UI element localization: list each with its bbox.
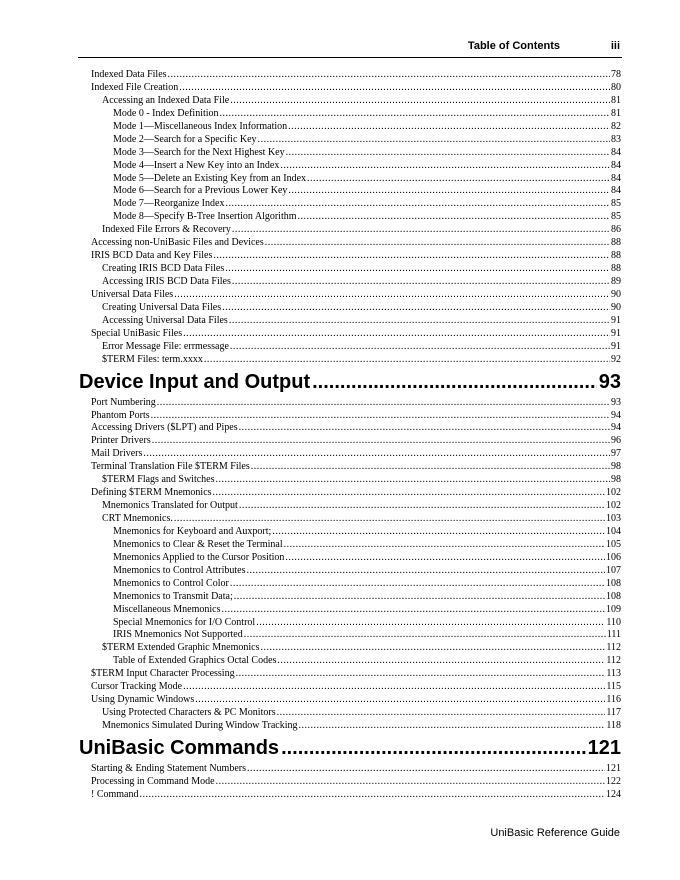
toc-entry-label: Accessing Drivers ($LPT) and Pipes (91, 422, 238, 434)
toc-entry-label: Mnemonics Applied to the Cursor Position (113, 551, 285, 563)
toc-entry[interactable] (91, 681, 621, 694)
dot-leader (195, 694, 605, 707)
toc-entry-label: ! Command (91, 788, 139, 800)
toc-page-number: 86 (611, 224, 621, 236)
toc-entry[interactable] (91, 237, 621, 250)
toc-entry[interactable] (91, 422, 621, 435)
toc-entry-label: Phantom Ports (91, 409, 150, 421)
toc-entry-label: Universal Data Files (91, 288, 174, 300)
toc-page-number: 110 (606, 616, 621, 628)
page-footer: UniBasic Reference Guide (490, 827, 620, 839)
header-title: Table of Contents (467, 40, 560, 52)
toc-page-number: 105 (606, 538, 621, 550)
dot-leader (220, 108, 610, 121)
toc-entry-label: Creating IRIS BCD Data Files (102, 263, 225, 275)
toc-page-number: 88 (611, 263, 621, 275)
dot-leader (265, 237, 610, 250)
toc-page-number: 93 (598, 370, 621, 393)
dot-leader (213, 250, 610, 263)
toc-page-number: 93 (611, 396, 621, 408)
toc-page-number: 78 (611, 69, 621, 80)
toc-entry-label: Device Input and Output (79, 370, 311, 393)
toc-entry[interactable] (91, 289, 621, 302)
dot-leader (280, 160, 610, 173)
toc-entry[interactable] (91, 354, 621, 367)
toc-entry-label: Mode 7—Reorganize Index (113, 198, 225, 210)
dot-leader (225, 198, 610, 211)
dot-leader (236, 668, 606, 681)
toc-entry-label: $TERM Extended Graphic Mnemonics (102, 642, 260, 654)
toc-page-number: 91 (611, 327, 621, 339)
toc-entry-label: Error Message File: errmessage (102, 340, 229, 352)
toc-entry[interactable] (91, 655, 621, 668)
toc-entry[interactable] (91, 211, 621, 224)
page-header (78, 37, 622, 58)
toc-entry[interactable] (91, 328, 621, 341)
toc-entry-label: Port Numbering (91, 396, 156, 408)
toc-entry[interactable] (91, 565, 621, 578)
toc-entry-label: Special UniBasic Files (91, 327, 183, 339)
toc-entry[interactable] (91, 121, 621, 134)
toc-page-number: 112 (606, 642, 621, 654)
toc-entry-label: CRT Mnemonics. (102, 513, 173, 524)
dot-leader (272, 526, 605, 539)
toc-entry[interactable] (91, 617, 621, 630)
toc-entry-label: Miscellaneous Mnemonics (113, 603, 221, 615)
toc-entry-label: Terminal Translation File $TERM Files (91, 461, 250, 473)
dot-leader (140, 789, 606, 802)
toc-entry[interactable] (91, 108, 621, 121)
dot-leader (152, 435, 610, 448)
toc-entry-label: Mnemonics Translated for Output (102, 500, 238, 512)
toc-page-number: 121 (587, 736, 621, 759)
toc-page-number: 108 (606, 590, 621, 602)
toc-entry[interactable] (91, 668, 621, 681)
toc-page-number: 97 (611, 448, 621, 460)
dot-leader (244, 629, 606, 642)
dot-leader (251, 461, 610, 474)
toc-entry[interactable] (91, 224, 621, 237)
toc-entry[interactable] (91, 160, 621, 173)
toc-page-number: 88 (611, 237, 621, 249)
dot-leader (258, 134, 610, 147)
toc-entry-label: Mnemonics for Keyboard and Auxport; (113, 525, 272, 537)
toc-entry-label: Printer Drivers (91, 435, 151, 447)
toc-page-number: 85 (611, 198, 621, 210)
dot-leader (230, 341, 610, 354)
dot-leader (157, 397, 610, 410)
toc-page-number: 82 (611, 120, 621, 132)
dot-leader (247, 763, 605, 776)
dot-leader (277, 655, 605, 668)
dot-leader (221, 604, 605, 617)
toc-page-number: 84 (611, 146, 621, 158)
toc-page-number: 117 (606, 707, 621, 719)
toc-entry-label: $TERM Flags and Switches (102, 474, 215, 486)
toc-entry[interactable] (91, 198, 621, 211)
dot-leader (288, 121, 610, 134)
dot-leader (151, 410, 610, 423)
toc-page-number: 80 (611, 81, 621, 93)
toc-entry-label: Mode 8—Specify B-Tree Insertion Algorithm (113, 211, 297, 223)
dot-leader (168, 69, 610, 82)
toc-page-number: 90 (611, 301, 621, 313)
toc-chapter-heading[interactable] (79, 367, 621, 397)
toc-page-number: 102 (606, 487, 621, 499)
toc-entry-label: Accessing IRIS BCD Data Files (102, 276, 231, 287)
toc-entry-label: Mode 4—Insert a New Key into an Index (113, 159, 280, 171)
dot-leader (239, 500, 605, 513)
toc-page-number: 90 (611, 288, 621, 300)
toc-entry[interactable] (91, 720, 621, 733)
dot-leader (174, 289, 610, 302)
toc-entry-label: Mail Drivers (91, 448, 143, 460)
toc-page-number: 106 (606, 551, 621, 563)
toc-entry-label: Mode 2—Search for a Specific Key (113, 133, 257, 145)
toc-entry-label: Accessing an Indexed Data File (102, 94, 230, 106)
toc-entry[interactable] (91, 526, 621, 539)
dot-leader (230, 95, 610, 108)
toc-entry-label: IRIS Mnemonics Not Supported (113, 629, 243, 641)
toc-entry[interactable] (91, 642, 621, 655)
toc-entry-label: $TERM Input Character Processing (91, 668, 235, 680)
toc-page-number: 107 (606, 564, 621, 576)
toc-entry[interactable] (91, 578, 621, 591)
toc-page-number: 92 (611, 353, 621, 365)
toc-page-number: 102 (606, 500, 621, 512)
dot-leader (234, 591, 605, 604)
toc-entry-label: Mode 5—Delete an Existing Key from an Index (113, 172, 307, 184)
toc-entry-label: Mnemonics to Control Attributes (113, 564, 246, 576)
toc-entry-label: Processing in Command Mode (91, 775, 215, 787)
toc-page-number: 91 (611, 340, 621, 352)
dot-leader (229, 315, 610, 328)
dot-leader (230, 578, 605, 591)
toc-page-number: 103 (606, 513, 621, 524)
toc-entry-label: Mode 0 - Index Definition (113, 107, 219, 119)
toc-entry[interactable] (91, 341, 621, 354)
dot-leader (312, 367, 597, 397)
dot-leader (216, 474, 611, 487)
dot-leader (299, 720, 606, 733)
toc-entry[interactable] (91, 435, 621, 448)
toc-entry-label: Special Mnemonics for I/O Control (113, 616, 256, 628)
toc-page-number: 98 (611, 474, 621, 486)
toc-entry[interactable] (91, 539, 621, 552)
toc-entry-label: Mnemonics to Clear & Reset the Terminal (113, 538, 283, 550)
dot-leader (216, 776, 605, 789)
toc-page-number: 124 (606, 788, 621, 800)
toc-entry[interactable] (91, 776, 621, 789)
toc-entry[interactable] (91, 134, 621, 147)
dot-leader (277, 707, 606, 720)
toc-page-number: 121 (606, 762, 621, 774)
dot-leader (288, 185, 610, 198)
toc-entry[interactable] (91, 315, 621, 328)
dot-leader (213, 487, 605, 500)
toc-entry-label: Mnemonics Simulated During Window Tracking (102, 720, 298, 731)
toc-entry-label: Mnemonics to Control Color (113, 577, 229, 589)
toc-entry-label: Starting & Ending Statement Numbers (91, 762, 246, 774)
toc-page-number: 113 (606, 668, 621, 680)
toc-page-number: 84 (611, 185, 621, 197)
toc-entry-label: Creating Universal Data Files (102, 301, 222, 313)
toc-entry[interactable] (91, 82, 621, 95)
dot-leader (232, 276, 610, 289)
toc-page-number: 109 (606, 603, 621, 615)
toc-entry[interactable] (91, 500, 621, 513)
toc-entry[interactable] (91, 763, 621, 776)
toc-entry[interactable] (91, 410, 621, 423)
toc-entry[interactable] (91, 629, 621, 642)
toc-entry[interactable] (91, 591, 621, 604)
toc-page-number: 94 (611, 409, 621, 421)
toc-entry[interactable] (91, 302, 621, 315)
toc-entry[interactable] (91, 694, 621, 707)
toc-entry-label: Mnemonics to Transmit Data; (113, 590, 233, 602)
toc-page-number: 89 (611, 276, 621, 287)
toc-entry-label: Indexed File Errors & Recovery (102, 224, 231, 236)
dot-leader (183, 681, 605, 694)
toc-entry-label: Using Dynamic Windows (91, 694, 195, 706)
toc-entry-label: Table of Extended Graphics Octal Codes (113, 655, 277, 667)
toc-page-number: 91 (611, 314, 621, 326)
toc-entry-label: UniBasic Commands (79, 736, 280, 759)
toc-entry[interactable] (91, 397, 621, 410)
toc-page-number: 122 (606, 775, 621, 787)
toc-page-number: 84 (611, 159, 621, 171)
dot-leader (179, 82, 610, 95)
toc-page-number: 116 (606, 694, 621, 706)
toc-entry[interactable] (91, 707, 621, 720)
toc-page-number: 118 (606, 720, 621, 731)
toc-entry[interactable] (91, 461, 621, 474)
toc-entry-label: Using Protected Characters & PC Monitors (102, 707, 276, 719)
toc-entry[interactable] (91, 95, 621, 108)
toc-entry[interactable] (91, 789, 621, 802)
toc-page-number: 96 (611, 435, 621, 447)
dot-leader (225, 263, 610, 276)
toc-entry[interactable] (91, 513, 621, 526)
toc-page-number: 104 (606, 525, 621, 537)
toc-page-number: 84 (611, 172, 621, 184)
toc-entry[interactable] (91, 147, 621, 160)
dot-leader (284, 539, 605, 552)
toc-entry[interactable] (91, 276, 621, 289)
toc-entry-label: $TERM Files: term.xxxx (102, 353, 203, 365)
dot-leader (232, 224, 610, 237)
toc-page-number: 81 (611, 94, 621, 106)
toc-entry-label: Cursor Tracking Mode (91, 681, 183, 693)
header-page-number: iii (610, 40, 620, 52)
toc-entry[interactable] (91, 604, 621, 617)
toc-entry-label: Accessing non-UniBasic Files and Devices (91, 237, 264, 249)
toc-entry-label: IRIS BCD Data and Key Files (91, 250, 213, 262)
toc-entry-label: Mode 6—Search for a Previous Lower Key (113, 185, 288, 197)
dot-leader (222, 302, 610, 315)
toc-entry[interactable] (91, 448, 621, 461)
toc-entry[interactable] (91, 474, 621, 487)
toc-entry[interactable] (91, 263, 621, 276)
toc-page-number: 98 (611, 461, 621, 473)
toc-entry[interactable] (91, 552, 621, 565)
dot-leader (204, 354, 610, 367)
toc-page-number: 111 (606, 629, 621, 641)
dot-leader (281, 733, 586, 763)
toc-entry[interactable] (91, 69, 621, 82)
table-of-contents (79, 69, 621, 802)
toc-entry-label: Indexed File Creation (91, 81, 179, 93)
toc-page-number: 94 (611, 422, 621, 434)
dot-leader (174, 513, 605, 526)
toc-page-number: 81 (611, 107, 621, 119)
dot-leader (298, 211, 610, 224)
toc-entry-label: Mode 3—Search for the Next Highest Key (113, 146, 285, 158)
toc-page-number: 83 (611, 133, 621, 145)
dot-leader (143, 448, 610, 461)
dot-leader (307, 173, 610, 186)
toc-page-number: 112 (606, 655, 621, 667)
dot-leader (260, 642, 605, 655)
dot-leader (285, 552, 605, 565)
dot-leader (286, 147, 610, 160)
toc-entry[interactable] (91, 487, 621, 500)
toc-entry[interactable] (91, 185, 621, 198)
toc-entry-label: Indexed Data Files (91, 69, 167, 80)
dot-leader (183, 328, 610, 341)
toc-entry-label: Defining $TERM Mnemonics (91, 487, 212, 499)
toc-chapter-heading[interactable] (79, 733, 621, 763)
toc-entry-label: Accessing Universal Data Files (102, 314, 228, 326)
dot-leader (256, 617, 605, 630)
toc-entry[interactable] (91, 250, 621, 263)
toc-entry-label: Mode 1—Miscellaneous Index Information (113, 120, 288, 132)
toc-entry[interactable] (91, 173, 621, 186)
dot-leader (247, 565, 606, 578)
toc-page-number: 88 (611, 250, 621, 262)
toc-page-number: 108 (606, 577, 621, 589)
toc-page-number: 115 (606, 681, 621, 693)
dot-leader (239, 422, 610, 435)
toc-page-number: 85 (611, 211, 621, 223)
